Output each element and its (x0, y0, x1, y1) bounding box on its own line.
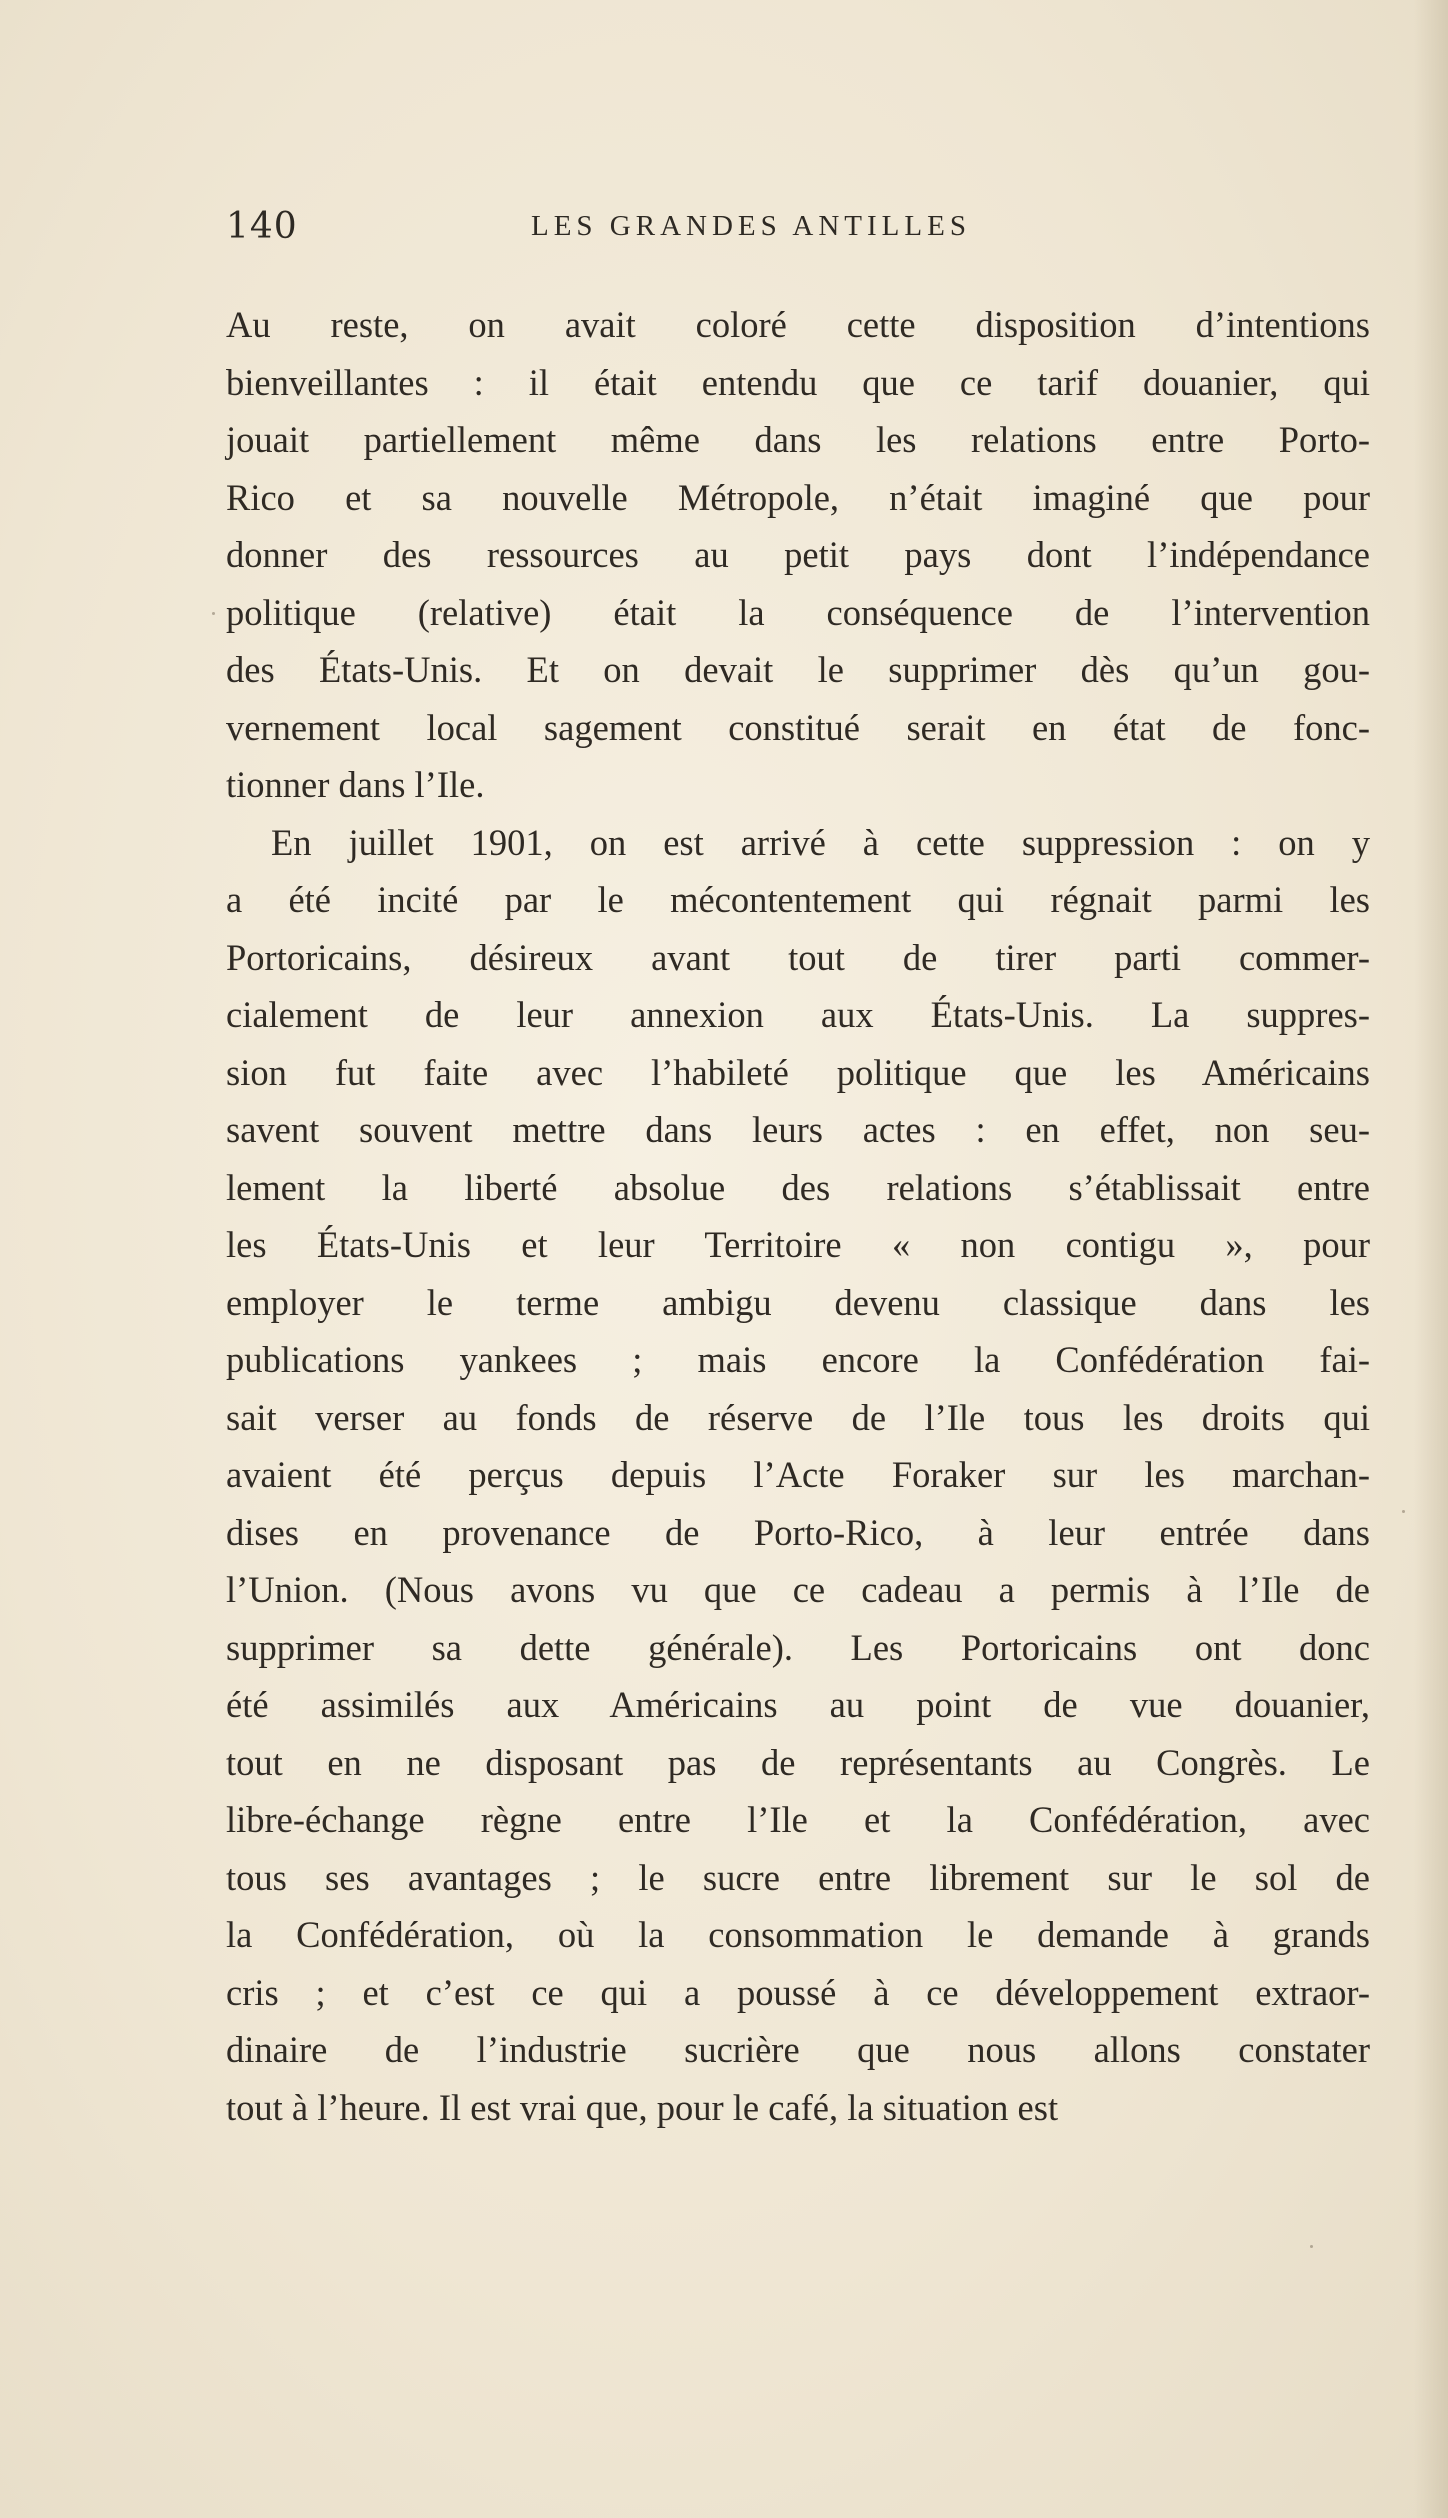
text-line: a été incité par le mécontentement qui régnait parmi les (226, 879, 1370, 920)
text-line: sait verser au fonds de réserve de l’Ile tous les droits qui (226, 1396, 1370, 1438)
text-line: Portoricains, désireux avant tout de tirer parti commer- (226, 936, 1370, 978)
text-line: dinaire de l’industrie sucrière que nous allons constater (226, 2029, 1370, 2070)
text-line: les États-Unis et leur Territoire « non contigu », pour (226, 1224, 1370, 1265)
text-line: publications yankees ; mais encore la Confédération fai- (226, 1339, 1370, 1380)
text-line: dises en provenance de Porto-Rico, à leur entrée dans (226, 1511, 1370, 1553)
text-line: tionner dans l’Ile. (226, 764, 485, 805)
text-line: En juillet 1901, on est arrivé à cette suppression : on y (271, 821, 1370, 863)
paper-speck (1402, 1510, 1405, 1513)
page-edge-shadow (1414, 0, 1448, 2518)
text-line: des États-Unis. Et on devait le supprimer dès qu’un gou- (226, 649, 1370, 690)
paragraph (226, 814, 1370, 2137)
text-line: tout à l’heure. Il est vrai que, pour le café, la situation est (226, 2086, 1059, 2128)
body-text (226, 296, 1370, 2136)
text-line: Au reste, on avait coloré cette disposition d’intentions (226, 304, 1370, 345)
text-line: donner des ressources au petit pays dont l’indépendance (226, 534, 1370, 575)
text-line: vernement local sagement constitué serait en état de fonc- (226, 706, 1370, 748)
text-line: tout en ne disposant pas de représentants au Congrès. Le (226, 1741, 1370, 1783)
page-header (226, 206, 1370, 258)
text-line: Rico et sa nouvelle Métropole, n’était imaginé que pour (226, 476, 1370, 518)
text-line: cris ; et c’est ce qui a poussé à ce développement extraor- (226, 1971, 1370, 2013)
text-line: supprimer sa dette générale). Les Portoricains ont donc (226, 1626, 1370, 1668)
text-line: lement la liberté absolue des relations s’établissait entre (226, 1166, 1370, 1208)
text-line: bienveillantes : il était entendu que ce tarif douanier, qui (226, 361, 1370, 403)
text-line: sion fut faite avec l’habileté politique que les Américains (226, 1051, 1370, 1093)
text-line: libre-échange règne entre l’Ile et la Confédération, avec (226, 1799, 1370, 1840)
text-line: cialement de leur annexion aux États-Unis. La suppres- (226, 994, 1370, 1035)
text-line: avaient été perçus depuis l’Acte Foraker sur les marchan- (226, 1454, 1370, 1495)
running-title: LES GRANDES ANTILLES (531, 210, 971, 242)
text-line: l’Union. (Nous avons vu que ce cadeau a permis à l’Ile de (226, 1569, 1370, 1610)
text-line: été assimilés aux Américains au point de vue douanier, (226, 1684, 1370, 1725)
text-line: jouait partiellement même dans les relations entre Porto- (226, 419, 1370, 460)
text-line: savent souvent mettre dans leurs actes : en effet, non seu- (226, 1109, 1370, 1150)
paper-speck (1310, 2245, 1313, 2248)
text-line: politique (relative) était la conséquence de l’intervention (226, 591, 1370, 633)
page-number: 140 (226, 206, 298, 247)
paper-speck (212, 612, 215, 615)
text-line: la Confédération, où la consommation le demande à grands (226, 1914, 1370, 1955)
paragraph (226, 296, 1370, 814)
text-line: tous ses avantages ; le sucre entre librement sur le sol de (226, 1856, 1370, 1898)
text-line: employer le terme ambigu devenu classique dans les (226, 1281, 1370, 1323)
